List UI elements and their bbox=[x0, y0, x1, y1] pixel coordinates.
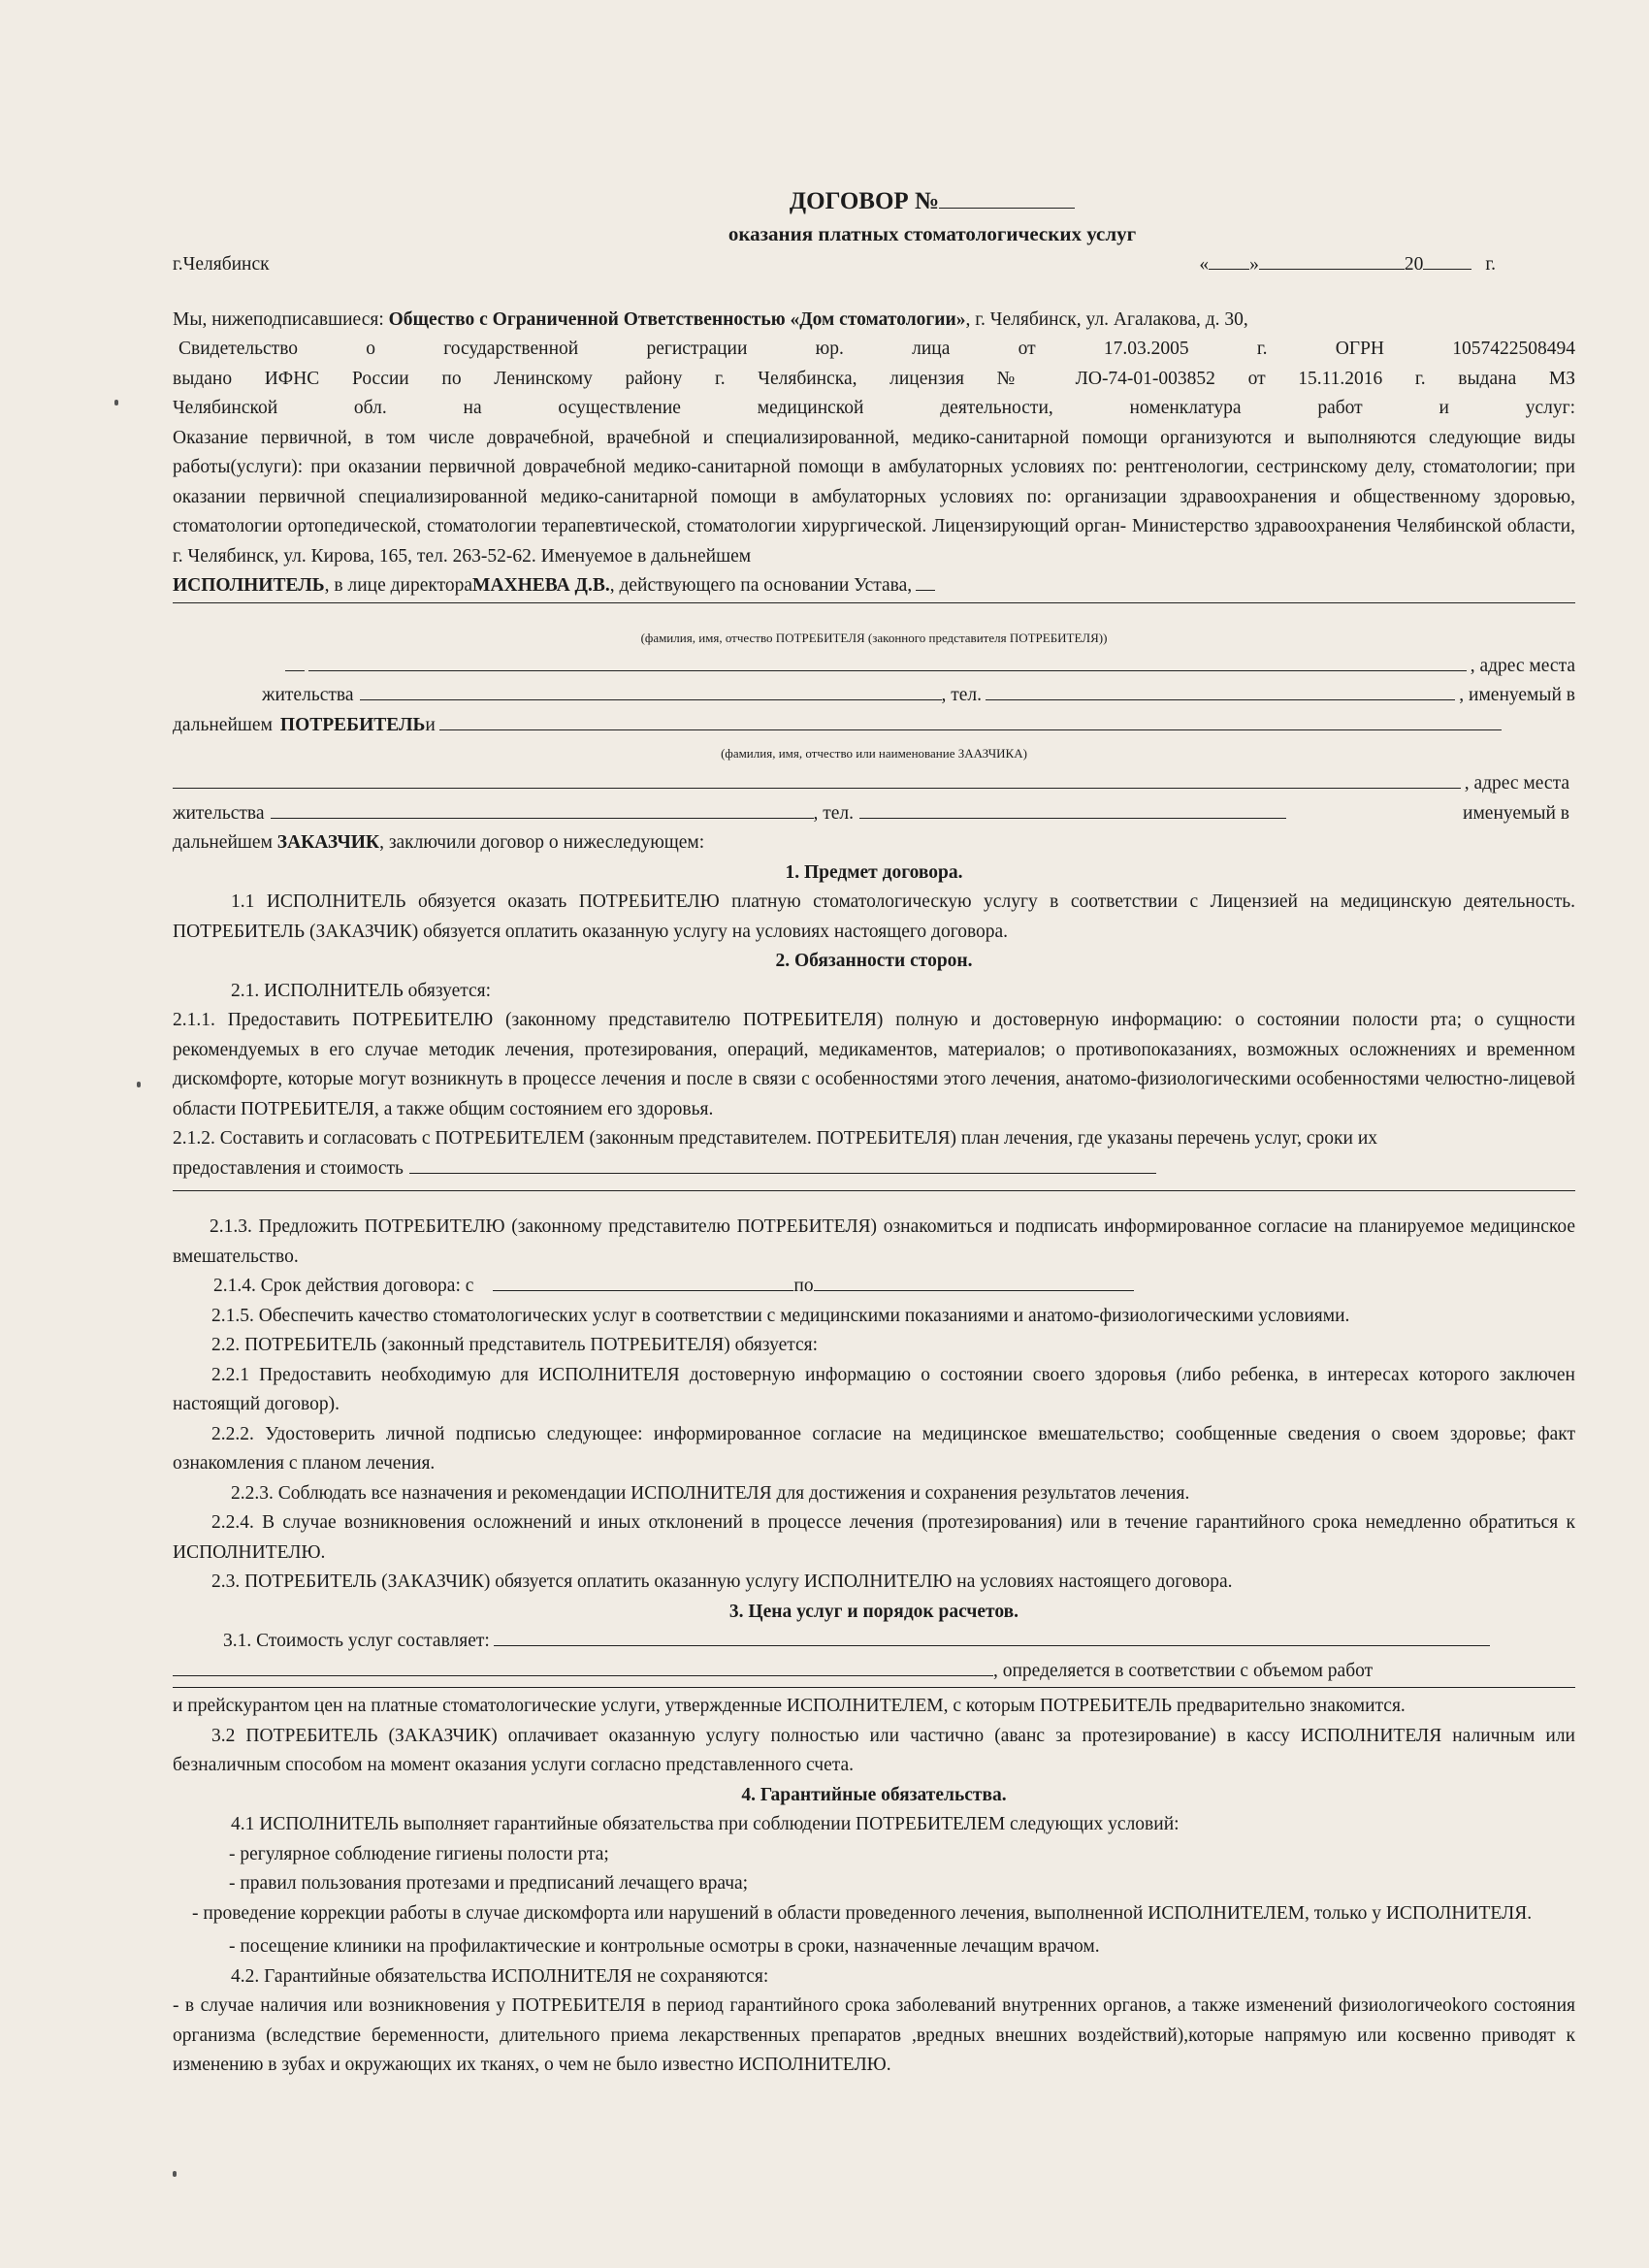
clause-2-1-5: 2.1.5. Обеспечить качество стоматологических услуг в соответствии с медицинскими показаниями и анатомо-физиологическими условиями. bbox=[211, 1305, 1350, 1326]
phone-label-2: , тел. bbox=[813, 802, 855, 824]
customer-suffix: , заключили договор о нижеследующем: bbox=[379, 832, 705, 853]
consumer-name-row-2 bbox=[173, 652, 1575, 682]
executor-line bbox=[173, 571, 1575, 601]
intro-prefix: Мы, нижеподписавшиеся: bbox=[173, 308, 389, 330]
plan-field[interactable] bbox=[409, 1172, 1156, 1174]
clause-4-2: 4.2. Гарантийные обязательства ИСПОЛНИТЕЛЯ не сохраняются: bbox=[231, 1965, 769, 1987]
section-4-heading: 4. Гарантийные обязательства. bbox=[741, 1784, 1007, 1805]
registration-line: Свидетельство о государственной регистрации юр. лица от 17.03.2005 г. ОГРН 1057422508494 bbox=[178, 339, 1575, 359]
spacer bbox=[173, 280, 1575, 306]
consumer-address-field[interactable] bbox=[360, 698, 942, 700]
clause-2-2-3: 2.2.3. Соблюдать все назначения и рекомендации ИСПОЛНИТЕЛЯ для достижения и сохранения результатов лечения. bbox=[231, 1482, 1190, 1504]
company-name: Общество с Ограниченной Ответственностью «Дом стоматологии» bbox=[388, 308, 966, 330]
contract-title bbox=[289, 184, 1575, 219]
consumer-name-field-2[interactable] bbox=[308, 669, 1467, 671]
warranty-condition-2: - правил пользования протезами и предписаний лечащего врача; bbox=[229, 1873, 749, 1894]
scan-speck bbox=[114, 400, 118, 405]
term-to-field[interactable] bbox=[814, 1289, 1134, 1291]
clause-2-3: 2.3. ПОТРЕБИТЕЛЬ (ЗАКАЗЧИК) обязуется оплатить оказанную услугу ИСПОЛНИТЕЛЮ на условиях настоящего договора. bbox=[211, 1571, 1233, 1592]
contract-body bbox=[173, 184, 1575, 2081]
preamble-intro bbox=[173, 306, 1575, 336]
named-label-2: именуемый в bbox=[1463, 802, 1569, 824]
customer-caption: (фамилия, имя, отчество или наименование ЗААЗЧИКА) bbox=[721, 746, 1027, 761]
consumer-caption: (фамилия, имя, отчество ПОТРЕБИТЕЛЯ (законного представителя ПОТРЕБИТЕЛЯ)) bbox=[640, 630, 1108, 645]
city: г.Челябинск bbox=[173, 254, 270, 275]
scan-speck bbox=[173, 2171, 177, 2177]
clause-2-1-2: 2.1.2. Составить и согласовать с ПОТРЕБИТЕЛЕМ (законным представителем. ПОТРЕБИТЕЛЯ) план лечения, где указаны перечень услуг, сроки их bbox=[173, 1128, 1378, 1149]
date-year-suffix: г. bbox=[1485, 254, 1496, 275]
warranty-exclusion: - в случае наличия или возникновения у ПОТРЕБИТЕЛЯ в период гарантийного срока заболеваний внутренних органов, а также изменений физиологичеokого состояния организма (вследствие беременности, длительного приема лекарственных препаратов ,вредных внешних воздействий),которые напрямую или косвенно приводят к изменению в зубах и окружающих их тканях, о чем не было известно ИСПОЛНИТЕЛЮ. bbox=[173, 1995, 1575, 2075]
customer-name-field-2[interactable] bbox=[173, 787, 1461, 789]
named-label: , именуемый в bbox=[1459, 685, 1575, 705]
license-region-line: Челябинской обл. на осуществление медицинской деятельности, номенклатура работ и услуг: bbox=[173, 398, 1575, 418]
clause-2-1-1: 2.1.1. Предоставить ПОТРЕБИТЕЛЮ (законному представителю ПОТРЕБИТЕЛЯ) полную и достоверную информацию: о состоянии полости рта; о сущности рекомендуемых в его случае методик лечения, протезирования, операций, медикаментов, материалов; о противопоказаниях, возможных осложнениях и временном дискомфорте, которые могут возникнуть в процессе лечения и после в связи с особенностями этого лечения, анатомо-физиологическими особенностями челюстно-лицевой области ПОТРЕБИТЕЛЯ, а также общим состоянием его здоровья. bbox=[173, 1010, 1575, 1119]
warranty-condition-3: - проведение коррекции работы в случае дискомфорта или нарушений в области проведенного лечения, выполненной ИСПОЛНИТЕЛЕМ, только у ИСПОЛНИТЕЛЯ. bbox=[192, 1902, 1533, 1924]
customer-prefix: дальнейшем bbox=[173, 832, 277, 853]
executor-mid: , в лице директора bbox=[324, 575, 473, 596]
price-field-2[interactable] bbox=[173, 1674, 993, 1676]
director-name: МАХНЕВА Д.В. bbox=[472, 575, 610, 596]
clause-2-2-1: 2.2.1 Предоставить необходимую для ИСПОЛНИТЕЛЯ достоверную информацию о состоянии своего здоровья (либо ребенка, в интересах которого заключен настоящий договор). bbox=[173, 1364, 1575, 1414]
date-year-field[interactable] bbox=[1423, 268, 1471, 270]
plan-field-2[interactable] bbox=[173, 1189, 1575, 1191]
term-to-label: по bbox=[793, 1276, 814, 1296]
clause-2-2: 2.2. ПОТРЕБИТЕЛЬ (законный представитель ПОТРЕБИТЕЛЯ) обязуется: bbox=[211, 1335, 819, 1355]
address-label-2: , адрес места bbox=[1464, 773, 1569, 794]
residence-label: жительства bbox=[262, 685, 354, 705]
customer-name-field[interactable] bbox=[439, 729, 1502, 730]
executor-suffix: , действующего па основании Устава, bbox=[609, 575, 913, 596]
plan-row-2 bbox=[173, 1189, 1575, 1191]
clause-2-1-2-cont: предоставления и стоимость bbox=[173, 1157, 404, 1179]
title-text: ДОГОВОР № bbox=[789, 188, 940, 214]
section-2-heading: 2. Обязанности сторон. bbox=[775, 951, 973, 971]
price-field-3[interactable] bbox=[173, 1686, 1575, 1688]
residence-label-2: жительства bbox=[173, 802, 265, 824]
clause-3-1-tariff: и прейскурантом цен на платные стоматологические услуги, утвержденные ИСПОЛНИТЕЛЕМ, с которым ПОТРЕБИТЕЛЬ предварительно знакомится. bbox=[173, 1696, 1406, 1716]
clause-4-1: 4.1 ИСПОЛНИТЕЛЬ выполняет гарантийные обязательства при соблюдении ПОТРЕБИТЕЛЕМ следующих условий: bbox=[231, 1814, 1180, 1834]
customer-residence-row bbox=[173, 799, 1575, 829]
consumer-label: ПОТРЕБИТЕЛЬ bbox=[279, 714, 426, 735]
customer-label: ЗАКАЗЧИК bbox=[276, 832, 380, 853]
scan-speck bbox=[137, 1082, 141, 1087]
clause-3-1-cont bbox=[173, 1657, 1575, 1687]
clause-2-1-3: 2.1.3. Предложить ПОТРЕБИТЕЛЮ (законному представителю ПОТРЕБИТЕЛЯ) ознакомиться и подписать информированное согласие на планируемое медицинское вмешательство. bbox=[173, 1216, 1575, 1267]
customer-designation bbox=[173, 828, 1575, 859]
date-close-quote: » bbox=[1249, 254, 1259, 275]
price-field[interactable] bbox=[494, 1644, 1490, 1646]
executor-underline[interactable] bbox=[916, 589, 935, 591]
price-basis: , определяется в соответствии с объемом работ bbox=[993, 1660, 1374, 1681]
warranty-condition-4: - посещение клиники на профилактические и контрольные осмотры в сроки, назначенные лечащим врачом. bbox=[229, 1936, 1100, 1957]
customer-address-row bbox=[173, 769, 1575, 799]
date-open-quote: « bbox=[1199, 254, 1210, 275]
address-label: , адрес места bbox=[1470, 655, 1575, 676]
consumer-residence-row bbox=[173, 681, 1575, 711]
contract-number-field[interactable] bbox=[939, 207, 1075, 209]
section-3-heading: 3. Цена услуг и порядок расчетов. bbox=[728, 1601, 1019, 1622]
consumer-name-field-prefix[interactable] bbox=[285, 669, 305, 671]
date-year-prefix: 20 bbox=[1404, 254, 1424, 275]
consumer-phone-field[interactable] bbox=[986, 698, 1455, 700]
clause-3-1 bbox=[173, 1627, 1575, 1657]
clause-2-1-2-plan-row bbox=[173, 1154, 1575, 1184]
section-1-heading: 1. Предмет договора. bbox=[785, 861, 963, 883]
consumer-name-row bbox=[173, 601, 1575, 623]
executor-label: ИСПОЛНИТЕЛЬ bbox=[173, 575, 325, 596]
clause-2-2-4: 2.2.4. В случае возникновения осложнений и иных отклонений в процессе лечения (протезирования) или в течение гарантийного срока немедленно обратиться к ИСПОЛНИТЕЛЮ. bbox=[173, 1512, 1575, 1563]
clause-2-1: 2.1. ИСПОЛНИТЕЛЬ обязуется: bbox=[231, 980, 492, 1001]
term-from-label: 2.1.4. Срок действия договора: с bbox=[213, 1276, 474, 1296]
and-label: и bbox=[425, 714, 436, 735]
consumer-designation-row bbox=[173, 711, 1575, 741]
date-day-field[interactable] bbox=[1209, 268, 1249, 270]
further-label: дальнейшем bbox=[173, 714, 273, 735]
date-month-field[interactable] bbox=[1259, 268, 1405, 270]
price-label: 3.1. Стоимость услуг составляет: bbox=[223, 1631, 490, 1651]
customer-phone-field[interactable] bbox=[859, 817, 1286, 819]
company-address: , г. Челябинск, ул. Агалакова, д. 30, bbox=[965, 308, 1248, 330]
clause-3-2: 3.2 ПОТРЕБИТЕЛЬ (ЗАКАЗЧИК) оплачивает оказанную услугу полностью или частично (аванс за протезирование) в кассу ИСПОЛНИТЕЛЯ наличным или безналичным способом на момент оказания услуги согласно представленного счета. bbox=[173, 1725, 1575, 1775]
phone-label: , тел. bbox=[941, 685, 983, 705]
license-line: выдано ИФНС России по Ленинскому району г. Челябинска, лицензия № ЛО-74-01-003852 от 15.11.2016 г. выдана МЗ bbox=[173, 368, 1575, 389]
contract-subtitle: оказания платных стоматологических услуг bbox=[728, 222, 1137, 245]
warranty-condition-1: - регулярное соблюдение гигиены полости рта; bbox=[229, 1843, 609, 1864]
license-scope: Оказание первичной, в том числе доврачебной, врачебной и специализированной, медико-санитарной помощи организуются и выполняются следующие виды работы(услуги): при оказании первичной доврачебной медико-санитарной помощи в амбулаторных условиях по: рентгенологии, сестринскому делу, стоматологии; при оказании первичной специализированной медико-санитарной помощи в амбулаторных условиях по: организации здравоохранения и общественному здоровью, стоматологии ортопедической, стоматологии терапевтической, стоматологии хирургической. Лицензирующий орган- Министерство здравоохранения Челябинской области, г. Челябинск, ул. Кирова, 165, тел. 263-52-62. Именуемое в дальнейшем bbox=[173, 427, 1575, 567]
clause-2-2-2: 2.2.2. Удостоверить личной подписью следующее: информированное согласие на медицинское вмешательство; сообщенные сведения о своем здоровье; факт ознакомления с планом лечения. bbox=[173, 1423, 1575, 1474]
clause-1-1: 1.1 ИСПОЛНИТЕЛЬ обязуется оказать ПОТРЕБИТЕЛЮ платную стоматологическую услугу в соответствии с Лицензией на медицинскую деятельность. ПОТРЕБИТЕЛЬ (ЗАКАЗЧИК) обязуется оплатить оказанную услугу на условиях настоящего договора. bbox=[173, 891, 1575, 942]
clause-2-1-4 bbox=[173, 1272, 1575, 1302]
city-date-row bbox=[173, 250, 1575, 280]
term-from-field[interactable] bbox=[493, 1289, 793, 1291]
customer-address-field[interactable] bbox=[271, 817, 814, 819]
consumer-name-field[interactable] bbox=[173, 601, 1575, 603]
